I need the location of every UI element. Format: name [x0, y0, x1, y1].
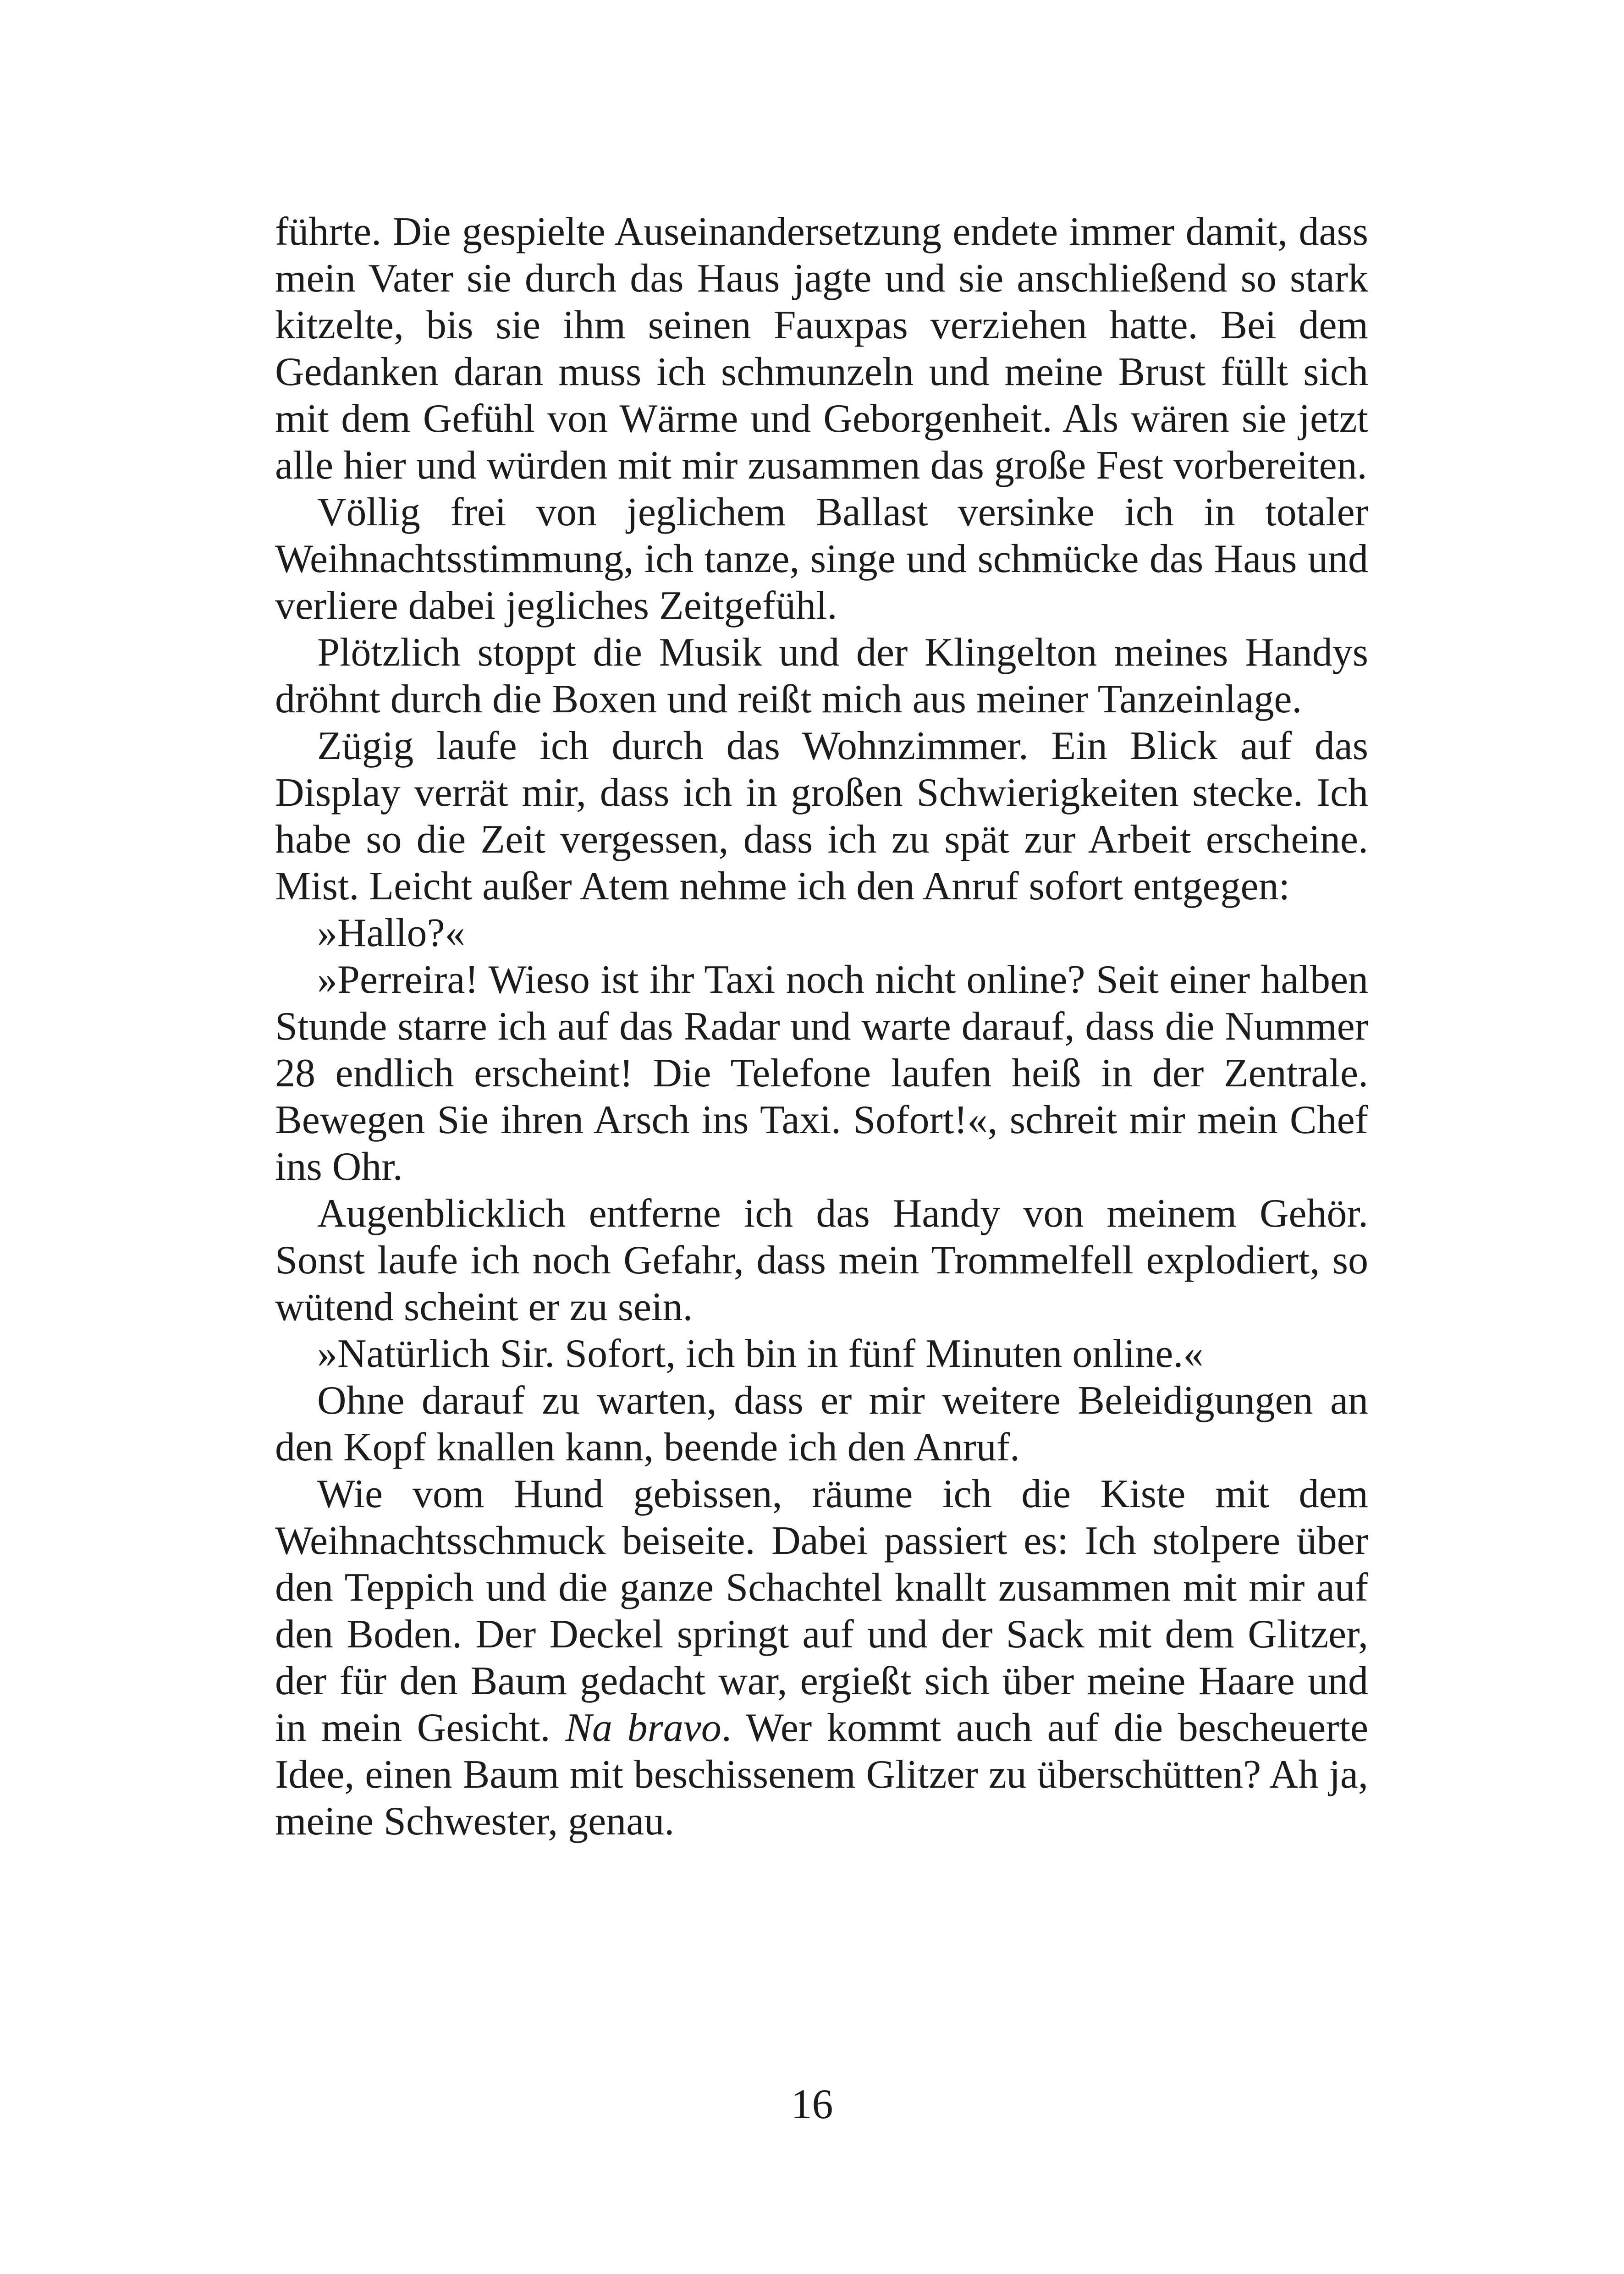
paragraph: führte. Die gespielte Auseinandersetzung endete immer damit, dass mein Vater sie durch das Haus jagte und sie anschließend so stark kitzelte, bis sie ihm seinen Fauxpas verziehen hatte. Bei dem Gedanken daran muss ich schmunzeln und meine Brust füllt sich mit dem Gefühl von Wärme und Geborgenheit. Als wären sie jetzt alle hier und würden mit mir zusammen das große Fest vorbereiten. — [275, 209, 1368, 488]
page-number: 16 — [791, 2081, 833, 2127]
italic-phrase: Na bravo — [565, 1706, 721, 1750]
paragraph-text: Wie vom Hund gebissen, räume ich die Kiste mit dem Weihnachtsschmuck beiseite. Dabei passiert es: Ich stolpere über den Teppich und die ganze Schachtel knallt zusammen mit mir auf den Boden. Der Deckel springt auf und der Sack mit dem Glitzer, der für den Baum gedacht war, ergießt sich über meine Haare und in mein Gesicht. — [275, 1472, 1368, 1750]
paragraph-text: . Wer kommt auch auf die bescheuerte Idee, einen Baum mit beschissenem Glitzer zu überschütten? Ah ja, meine Schwester, genau. — [275, 1706, 1369, 1844]
paragraph: Ohne darauf zu warten, dass er mir weitere Beleidigungen an den Kopf knallen kann, beende ich den Anruf. — [275, 1378, 1368, 1470]
paragraph: Zügig laufe ich durch das Wohnzimmer. Ein Blick auf das Display verrät mir, dass ich in großen Schwierigkeiten stecke. Ich habe so die Zeit vergessen, dass ich zu spät zur Arbeit erscheine. Mist. Leicht außer Atem nehme ich den Anruf sofort entgegen: — [275, 724, 1368, 908]
paragraph: Plötzlich stoppt die Musik und der Klingelton meines Handys dröhnt durch die Boxen und reißt mich aus meiner Tanzeinlage. — [275, 630, 1368, 721]
paragraph-last — [275, 1471, 1368, 1845]
paragraph: »Natürlich Sir. Sofort, ich bin in fünf Minuten online.« — [317, 1332, 1204, 1376]
paragraph: »Hallo?« — [317, 911, 465, 955]
body-text — [275, 209, 1368, 1845]
paragraph: Völlig frei von jeglichem Ballast versinke ich in totaler Weihnachtsstimmung, ich tanze, singe und schmücke das Haus und verliere dabei jegliches Zeitgefühl. — [275, 490, 1368, 628]
paragraph: »Perreira! Wieso ist ihr Taxi noch nicht online? Seit einer halben Stunde starre ich auf das Radar und warte darauf, dass die Nummer 28 endlich erscheint! Die Telefone laufen heiß in der Zentrale. Bewegen Sie ihren Arsch ins Taxi. Sofort!«, schreit mir mein Chef ins Ohr. — [275, 958, 1368, 1189]
paragraph: Augenblicklich entferne ich das Handy von meinem Gehör. Sonst laufe ich noch Gefahr, dass mein Trommelfell explodiert, so wütend scheint er zu sein. — [275, 1191, 1368, 1329]
